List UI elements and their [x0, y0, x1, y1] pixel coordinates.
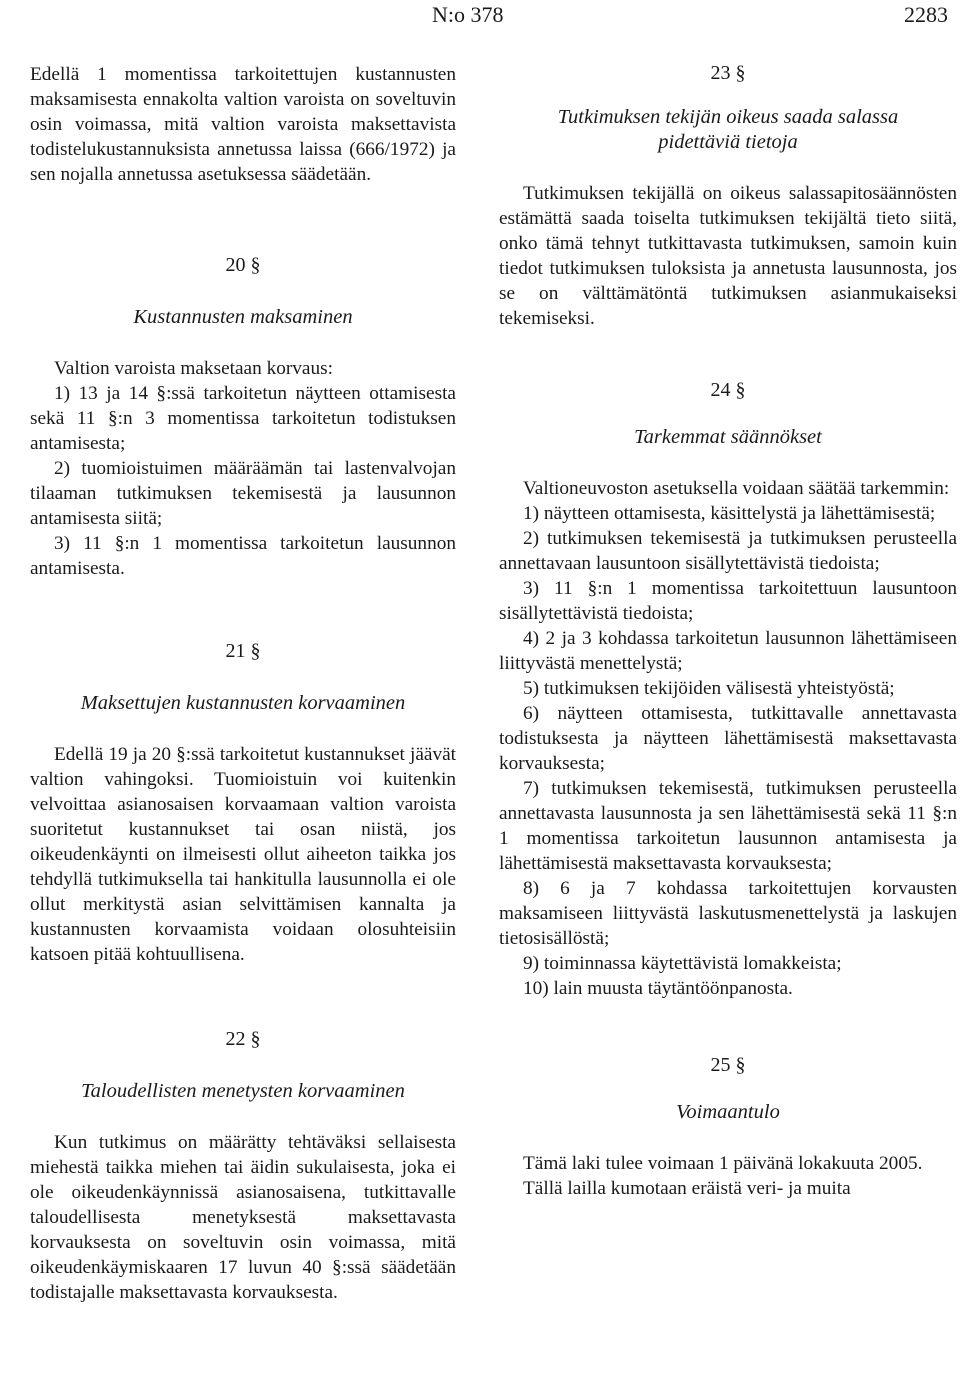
right-column: [499, 61, 957, 1201]
section-25-body: [499, 1151, 957, 1201]
section-paragraph: Tutkimuksen tekijällä on oikeus salassapitosäännösten estämättä saada toiselta tutkimuksen tekijältä tieto siitä, onko tämä tehnyt tutkittavasta tutkimuksen, samoin kuin tiedot tutkimuksen tuloksista ja annetusta lausunnosta, jos se on välttämätöntä tutkimuksen asianmukaiseksi tekemiseksi.: [499, 183, 957, 329]
section-title: Tutkimuksen tekijän oikeus saada salassa pidettäviä tietoja: [557, 106, 899, 153]
section-number: 22 §: [225, 1028, 261, 1050]
issue-number: N:o 378: [432, 2, 504, 27]
section-24-body: [499, 476, 957, 1001]
section-paragraph: 5) tutkimuksen tekijöiden välisestä yhteistyöstä;: [523, 678, 895, 699]
section-title: Kustannusten maksaminen: [133, 306, 353, 328]
section-paragraph: 2) tutkimuksen tekemisestä ja tutkimuksen perusteella annettavaan lausuntoon sisällytettävistä tiedoista;: [499, 528, 957, 574]
section-title: Tarkemmat säännökset: [634, 426, 822, 448]
section-24-heading: [499, 378, 957, 450]
section-paragraph: 1) näytteen ottamisesta, käsittelystä ja lähettämisestä;: [523, 503, 936, 524]
section-22-body: [30, 1130, 456, 1305]
section-paragraph: 9) toiminnassa käytettävistä lomakkeista;: [523, 953, 842, 974]
section-paragraph: 3) 11 §:n 1 momentissa tarkoitetun lausunnon antamisesta.: [30, 533, 456, 579]
section-22-heading: [30, 1027, 456, 1104]
section-paragraph: 2) tuomioistuimen määräämän tai lastenvalvojan tilaaman tutkimuksen tekemisestä ja lausunnon antamisesta siitä;: [30, 458, 456, 529]
section-20-body: [30, 356, 456, 581]
section-paragraph: 1) 13 ja 14 §:ssä tarkoitetun näytteen ottamisesta sekä 11 §:n 3 momentissa tarkoitetun todistuksen antamisesta;: [30, 383, 456, 454]
section-number: 25 §: [710, 1054, 746, 1076]
section-paragraph: 4) 2 ja 3 kohdassa tarkoitetun lausunnon lähettämiseen liittyvästä menettelystä;: [499, 628, 957, 674]
left-column: [30, 62, 456, 1305]
section-title: Taloudellisten menetysten korvaaminen: [81, 1080, 405, 1102]
section-number: 24 §: [710, 379, 746, 401]
section-21-body: [30, 742, 456, 967]
section-number: 20 §: [225, 254, 261, 276]
page-number: 2283: [904, 2, 948, 27]
section-paragraph: 8) 6 ja 7 kohdassa tarkoitettujen korvausten maksamiseen liittyvästä laskutusmenettelystä ja laskujen tietosisällöstä;: [499, 878, 957, 949]
section-paragraph: Tämä laki tulee voimaan 1 päivänä lokakuuta 2005.: [523, 1153, 923, 1174]
section-paragraph: 3) 11 §:n 1 momentissa tarkoitettuun lausuntoon sisällytettävistä tiedoista;: [499, 578, 957, 624]
intro-paragraph: Edellä 1 momentissa tarkoitettujen kustannusten maksamisesta ennakolta valtion varoista on soveltuvin osin voimassa, mitä valtion varoista maksettavista todistelukustannuksista annetussa laissa (666/1972) ja sen nojalla annetussa asetuksessa säädetään.: [30, 64, 456, 185]
section-paragraph: Valtioneuvoston asetuksella voidaan säätää tarkemmin:: [523, 478, 950, 499]
section-paragraph: Valtion varoista maksetaan korvaus:: [54, 358, 333, 379]
section-paragraph: Edellä 19 ja 20 §:ssä tarkoitetut kustannukset jäävät valtion vahingoksi. Tuomioistuin voi kuitenkin velvoittaa asianosaisen korvaamaan valtion varoista suoritetut kustannukset tai osan niistä, jos oikeudenkäynti on ilmeisesti ollut aiheeton taikka jos tehdyllä tutkimuksella tai hankitulla lausunnolla ei ole ollut merkitystä asian selvittämisen kannalta ja kustannusten korvaamista voidaan olosuhteisiin katsoen pitää kohtuullisena.: [30, 744, 456, 965]
section-paragraph: 7) tutkimuksen tekemisestä, tutkimuksen perusteella annettavasta lausunnosta ja sen lähettämisestä sekä 11 §:n 1 momentissa tarkoitetun lausunnon antamisesta ja lähettämisestä maksettavasta korvauksesta;: [499, 778, 957, 874]
section-paragraph: 10) lain muusta täytäntöönpanosta.: [523, 978, 793, 999]
section-20-heading: [30, 253, 456, 330]
section-number: 23 §: [710, 62, 746, 84]
section-paragraph: 6) näytteen ottamisesta, tutkittavalle annettavasta todistuksesta ja näytteen lähettämisestä maksettavasta korvauksesta;: [499, 703, 957, 774]
section-title: Voimaantulo: [676, 1101, 780, 1123]
section-title: Maksettujen kustannusten korvaaminen: [80, 692, 406, 714]
section-number: 21 §: [225, 640, 261, 662]
section-paragraph: Kun tutkimus on määrätty tehtäväksi sellaisesta miehestä taikka miehen tai äidin sukulaisesta, joka ei ole oikeudenkäynnissä asianosaisena, tutkittavalle taloudellisesta menetyksestä maksettavasta korvauksesta on soveltuvin osin voimassa, mitä oikeudenkäymiskaaren 17 luvun 40 §:ssä säädetään todistajalle maksettavasta korvauksesta.: [30, 1132, 456, 1303]
section-paragraph: Tällä lailla kumotaan eräistä veri- ja muita: [523, 1178, 851, 1199]
section-23-heading: [499, 61, 957, 155]
section-21-heading: [30, 639, 456, 716]
section-25-heading: [499, 1053, 957, 1125]
section-23-body: [499, 181, 957, 331]
